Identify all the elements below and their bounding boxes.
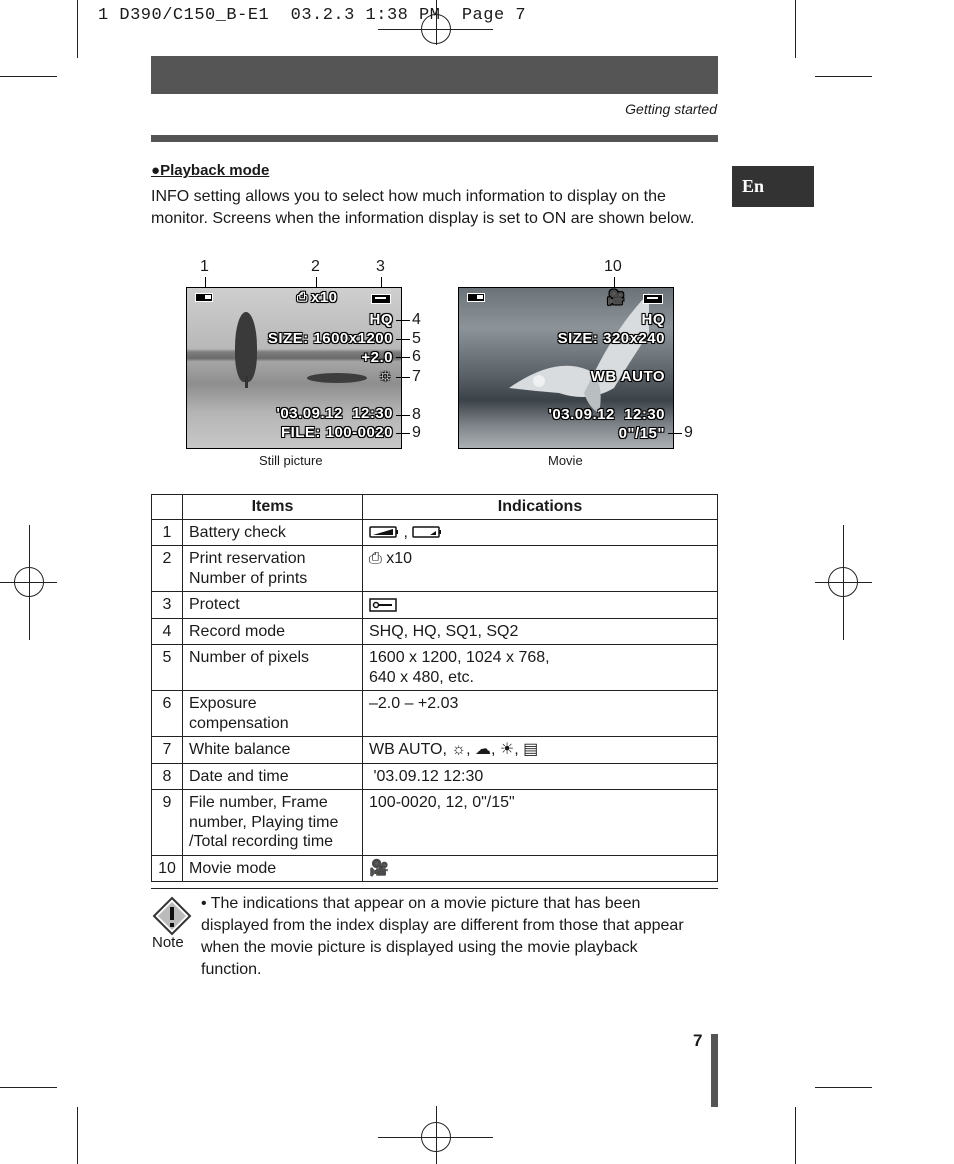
row-item: Exposure compensation xyxy=(183,691,363,737)
exposure-value: +2.0 xyxy=(361,349,393,366)
callout-8: 8 xyxy=(412,406,421,423)
crop-mark xyxy=(0,76,57,77)
protect-icon xyxy=(371,294,391,304)
row-indication xyxy=(363,546,718,592)
callout-line xyxy=(396,377,410,378)
note-label: Note xyxy=(152,934,184,951)
protect-icon xyxy=(369,598,397,612)
table-row xyxy=(152,737,718,764)
heading-text: Playback mode xyxy=(160,162,270,179)
protect-icon xyxy=(643,294,663,304)
callout-line xyxy=(396,433,410,434)
crop-mark xyxy=(815,76,872,77)
record-mode: HQ xyxy=(369,311,393,328)
treeline xyxy=(307,373,367,383)
intro-paragraph: INFO setting allows you to select how much information to display on the monitor. Screens when the information display is set to ON are shown below. xyxy=(151,188,695,227)
section-label: Getting started xyxy=(625,101,717,117)
row-item: Number of pixels xyxy=(183,645,363,691)
row-indication: , xyxy=(363,519,718,546)
row-indication xyxy=(363,855,718,882)
battery-low-icon xyxy=(412,525,442,539)
page-number: 7 xyxy=(693,1031,703,1050)
callout-line xyxy=(396,320,410,321)
callout-line xyxy=(396,357,410,358)
table-header-items: Items xyxy=(183,495,363,520)
file-number: FILE: 100-0020 xyxy=(280,424,393,441)
row-number: 8 xyxy=(152,763,183,790)
crop-mark xyxy=(0,1087,57,1088)
bulb-icon: ☀ xyxy=(499,741,515,758)
still-picture-caption: Still picture xyxy=(259,453,323,468)
print-icon: ⎙ xyxy=(297,289,308,304)
table-row xyxy=(152,855,718,882)
battery-icon xyxy=(467,293,485,302)
table-row xyxy=(152,790,718,856)
sun-icon: ☼ xyxy=(377,367,393,384)
indications-table xyxy=(151,494,718,882)
row-item: White balance xyxy=(183,737,363,764)
row-indication xyxy=(363,592,718,619)
table-header-row xyxy=(152,495,718,520)
table-row xyxy=(152,546,718,592)
movie-caption: Movie xyxy=(548,453,583,468)
callout-7: 7 xyxy=(412,368,421,385)
crop-mark xyxy=(795,0,796,58)
registration-line xyxy=(29,525,30,640)
print-count: x10 xyxy=(311,289,338,306)
date-time: '03.09.12 12:30 xyxy=(548,406,665,423)
callout-5: 5 xyxy=(412,330,421,347)
movie-icon: 🎥 xyxy=(369,859,389,877)
callout-1: 1 xyxy=(200,258,209,275)
row-number: 9 xyxy=(152,790,183,856)
table-row xyxy=(152,592,718,619)
row-indication: 100-0020, 12, 0"/15" xyxy=(363,790,718,856)
battery-full-icon xyxy=(369,525,399,539)
tree-trunk xyxy=(245,376,248,388)
section-heading: ●Playback mode xyxy=(151,162,270,179)
date-time: '03.09.12 12:30 xyxy=(276,405,393,422)
sun-icon: ☼ xyxy=(451,741,467,758)
callout-line xyxy=(396,415,410,416)
image-size: SIZE: 320x240 xyxy=(557,330,665,347)
row-number: 1 xyxy=(152,519,183,546)
crop-mark xyxy=(815,1087,872,1088)
battery-icon xyxy=(195,293,213,302)
language-tab: En xyxy=(732,166,814,207)
table-row xyxy=(152,618,718,645)
table-row xyxy=(152,645,718,691)
row-indication: WB AUTO, ☼, ☁, ☀, ▤ xyxy=(363,737,718,764)
row-number: 7 xyxy=(152,737,183,764)
table-header-indications: Indications xyxy=(363,495,718,520)
row-indication: SHQ, HQ, SQ1, SQ2 xyxy=(363,618,718,645)
cloud-icon: ☁ xyxy=(474,741,491,758)
row-item: Print reservation Number of prints xyxy=(183,546,363,592)
registration-line xyxy=(436,1106,437,1164)
callout-9: 9 xyxy=(412,424,421,441)
fluorescent-icon: ▤ xyxy=(523,741,539,758)
image-size: SIZE: 1600x1200 xyxy=(267,330,393,347)
row-item: Protect xyxy=(183,592,363,619)
row-indication: 1600 x 1200, 1024 x 768, 640 x 480, etc. xyxy=(363,645,718,691)
table-row xyxy=(152,763,718,790)
table-header-no xyxy=(152,495,183,520)
print-icon: ⎙ xyxy=(369,550,382,567)
row-number: 3 xyxy=(152,592,183,619)
row-number: 10 xyxy=(152,855,183,882)
table-row xyxy=(152,691,718,737)
callout-9-movie: 9 xyxy=(684,424,693,441)
print-count: x10 xyxy=(386,550,413,567)
note-divider xyxy=(151,888,718,889)
row-indication: –2.0 – +2.03 xyxy=(363,691,718,737)
callout-4: 4 xyxy=(412,311,421,328)
row-number: 6 xyxy=(152,691,183,737)
row-item: Battery check xyxy=(183,519,363,546)
row-item: Movie mode xyxy=(183,855,363,882)
crop-mark xyxy=(77,0,78,58)
movie-icon: 🎥 xyxy=(607,289,625,305)
row-number: 4 xyxy=(152,618,183,645)
warning-icon xyxy=(152,896,192,936)
still-picture-screen xyxy=(186,287,402,449)
row-number: 2 xyxy=(152,546,183,592)
page-bar xyxy=(711,1034,718,1107)
print-header: 1 D390/C150_B-E1 03.2.3 1:38 PM Page 7 xyxy=(98,6,527,25)
callout-10: 10 xyxy=(604,258,622,275)
wb-auto-text: WB AUTO, xyxy=(369,741,447,758)
callout-6: 6 xyxy=(412,348,421,365)
table-row xyxy=(152,519,718,546)
callout-line xyxy=(396,339,410,340)
callout-line xyxy=(668,433,682,434)
playing-time: 0"/15" xyxy=(618,425,665,442)
crop-mark xyxy=(77,1107,78,1164)
row-item: File number, Frame number, Playing time /Total recording time xyxy=(183,790,363,856)
row-indication: '03.09.12 12:30 xyxy=(363,763,718,790)
white-balance: WB AUTO xyxy=(590,368,665,385)
note-text: • The indications that appear on a movie picture that has been displayed from the index display are different from those that appear when the movie picture is displayed using the movie playback function. xyxy=(201,895,684,978)
movie-screen xyxy=(458,287,674,449)
header-rule xyxy=(151,135,718,142)
callout-3: 3 xyxy=(376,258,385,275)
row-item: Record mode xyxy=(183,618,363,645)
tree-image xyxy=(235,312,257,382)
callout-2: 2 xyxy=(311,258,320,275)
header-bar xyxy=(151,56,718,94)
row-number: 5 xyxy=(152,645,183,691)
record-mode: HQ xyxy=(641,311,665,328)
registration-line xyxy=(843,525,844,640)
row-item: Date and time xyxy=(183,763,363,790)
crop-mark xyxy=(795,1107,796,1164)
